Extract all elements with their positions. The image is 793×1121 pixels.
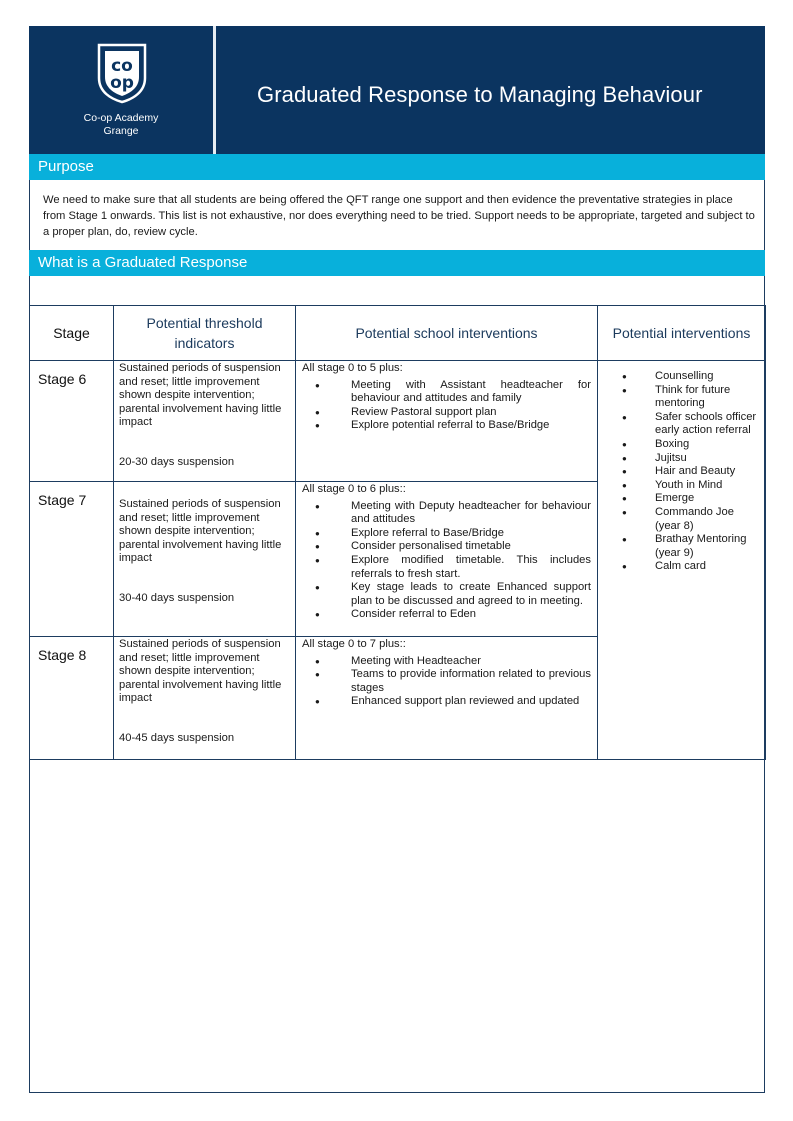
header-divider (213, 26, 216, 154)
stage-label: Stage 6 (30, 361, 114, 482)
list-item: ● Meeting with Deputy headteacher for behaviour and attitudes (302, 500, 591, 527)
purpose-heading: Purpose (29, 154, 765, 180)
threshold-indicator (114, 637, 296, 760)
header-school-interventions: Potential school interventions (296, 306, 598, 361)
stage-label: Stage 8 (30, 637, 114, 760)
header-indicators: Potential threshold indicators (114, 306, 296, 361)
interventions-intro: All stage 0 to 6 plus:: (302, 483, 406, 495)
list-item: ● Key stage leads to create Enhanced support plan to be discussed and agreed to in meeting. (302, 581, 591, 608)
interventions-intro: All stage 0 to 7 plus:: (302, 638, 406, 650)
potential-interventions (598, 361, 766, 760)
logo-line-1: Co-op Academy (83, 112, 159, 124)
list-item: ● Enhanced support plan reviewed and updated (302, 695, 591, 709)
graduated-response-heading: What is a Graduated Response (29, 250, 765, 276)
table-header-row (30, 306, 766, 361)
list-item: ● Think for future mentoring (606, 384, 761, 411)
interventions-table (29, 305, 766, 760)
suspension-days: 20-30 days suspension (119, 455, 235, 468)
stage-label: Stage 7 (30, 482, 114, 637)
indicator-text: Sustained periods of suspension and reset; little improvement shown despite intervention; parental involvement having little impact (119, 638, 282, 705)
svg-text:co: co (111, 56, 133, 76)
list-item: ● Consider referral to Eden (302, 608, 591, 622)
threshold-indicator (114, 361, 296, 482)
indicator-text: Sustained periods of suspension and reset; little improvement shown despite intervention; parental involvement having little impact (119, 362, 282, 429)
list-item: ● Meeting with Assistant headteacher for behaviour and attitudes and family (302, 379, 591, 406)
list-item: ● Brathay Mentoring (year 9) (606, 533, 761, 560)
logo-line-2: Grange (103, 125, 139, 137)
list-item: ● Calm card (606, 560, 761, 574)
blank-row (29, 276, 765, 306)
indicator-text: Sustained periods of suspension and reset; little improvement shown despite intervention; parental involvement having little impact (119, 498, 282, 565)
suspension-days: 30-40 days suspension (119, 591, 235, 604)
header-banner (29, 26, 765, 154)
list-item: ● Commando Joe (year 8) (606, 506, 761, 533)
list-item: ● Consider personalised timetable (302, 540, 591, 554)
school-interventions (296, 637, 598, 760)
purpose-text: We need to make sure that all students are being offered the QFT range one support and then evidence the preventative strategies in place from Stage 1 onwards. This list is not exhaustive, nor does everything need to be tried. Support needs to be appropriate, targeted and subject to a proper plan, do, review cycle. (43, 194, 755, 238)
list-item: ● Review Pastoral support plan (302, 406, 591, 420)
list-item: ● Meeting with Headteacher (302, 655, 591, 669)
header-stage: Stage (30, 306, 114, 361)
list-item: ● Youth in Mind (606, 479, 761, 493)
document-title: Graduated Response to Managing Behaviour (257, 82, 703, 107)
interventions-intro: All stage 0 to 5 plus: (302, 362, 403, 374)
list-item: ● Teams to provide information related to previous stages (302, 668, 591, 695)
list-item: ● Explore potential referral to Base/Bridge (302, 419, 591, 433)
logo (29, 26, 213, 154)
threshold-indicator (114, 482, 296, 637)
school-interventions (296, 361, 598, 482)
list-item: ● Counselling (606, 370, 761, 384)
list-item: ● Boxing (606, 438, 761, 452)
list-item: ● Jujitsu (606, 452, 761, 466)
list-item: ● Explore referral to Base/Bridge (302, 527, 591, 541)
co-op-shield-icon (95, 42, 149, 104)
list-item: ● Safer schools officer early action referral (606, 411, 761, 438)
suspension-days: 40-45 days suspension (119, 731, 235, 744)
list-item: ● Hair and Beauty (606, 465, 761, 479)
school-interventions (296, 482, 598, 637)
svg-text:op: op (110, 73, 134, 93)
table-row-stage-6 (30, 361, 766, 482)
header-potential-interventions: Potential interventions (598, 306, 766, 361)
list-item: ● Explore modified timetable. This includes referrals to fresh start. (302, 554, 591, 581)
list-item: ● Emerge (606, 492, 761, 506)
